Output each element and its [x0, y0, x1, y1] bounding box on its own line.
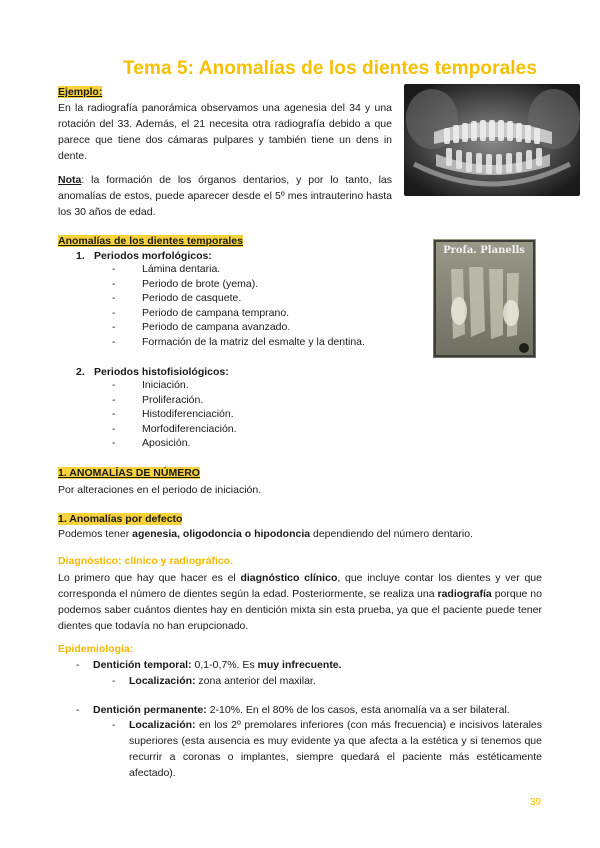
diagnostico-bold-1: diagnóstico clínico [240, 572, 338, 584]
list-item: - Histodiferenciación. [112, 408, 234, 421]
diagnostico-text-1: Lo primero que hay que hacer es el [58, 572, 241, 584]
nota-label: Nota [58, 174, 82, 186]
list-item-text: Iniciación. [142, 379, 189, 391]
periapical-radiograph-image [433, 239, 536, 358]
ejemplo-label: Ejemplo: [58, 86, 103, 98]
list-item-text: Histodiferenciación. [142, 408, 234, 421]
defecto-paragraph [58, 526, 473, 542]
periodos-morfologicos-label: Periodos morfológicos: [94, 250, 212, 262]
denticion-temporal-line: - Dentición temporal: 0,1-0,7%. Es muy infrecuente. [76, 659, 342, 671]
page-title: Tema 5: Anomalías de los dientes temporales [123, 58, 537, 79]
periodos-morfologicos-list [112, 262, 365, 350]
periodos-histofisiologicos-label: Periodos histofisiológicos: [94, 366, 229, 378]
denticion-temporal-bold: muy infrecuente. [257, 659, 342, 671]
list-item-text: Formación de la matriz del esmalte y la dentina. [142, 335, 365, 348]
diagnostico-text-2: , que incluye contar los dientes y ver que corresponda el número de dientes según la edad. Posteriormente, se realiza una [58, 572, 542, 600]
defecto-text-2: dependiendo del número dentario. [310, 528, 473, 540]
nota-text: : la formación de los órganos dentarios, y por lo tanto, las anomalías de estos, puede aparecer desde el 5º mes intrauterino hasta los 30 años de edad. [58, 174, 392, 218]
defecto-heading [58, 511, 182, 527]
list-item: - Morfodiferenciación. [112, 422, 237, 435]
denticion-temporal-localizacion: - Localización: zona anterior del maxilar. [112, 675, 316, 687]
localizacion-text: en los 2º premolares inferiores (con más frecuencia) e incisivos laterales superiores (esta ausencia es muy evidente ya que afecta a la estética y si tenemos que recurrir a coronas o implantes, siempre quedará el paciente más estéticamente afectado). [129, 719, 542, 779]
denticion-temporal-text: 0,1-0,7%. Es [191, 659, 258, 671]
anomalias-heading-label: Anomalías de los dientes temporales [58, 235, 243, 247]
list-item: - Formación de la matriz del esmalte y la dentina. [112, 335, 365, 348]
defecto-heading-label: 1. Anomalías por defecto [58, 513, 183, 525]
diagnostico-text-3: porque no podemos saber cuántos dientes hay en dentición mixta sin esta prueba, ya que el paciente puede tener dientes que todavía no han erupcionado. [58, 588, 542, 632]
panoramic-radiograph-drawing [404, 84, 580, 196]
defecto-bold: agenesia, oligodoncia o hipodoncia [132, 528, 311, 540]
periodos-morfologicos-number: 1. [76, 250, 85, 262]
diagnostico-heading: Diagnóstico: clínico y radiográfico. [58, 555, 234, 567]
list-item-text: Periodo de campana avanzado. [142, 321, 291, 334]
denticion-temporal-label: Dentición temporal: [93, 659, 192, 671]
numero-heading-label: 1. ANOMALÍAS DE NÚMERO [58, 467, 200, 479]
localizacion-text: zona anterior del maxilar. [195, 675, 316, 687]
numero-heading [58, 465, 200, 481]
numero-paragraph: Por alteraciones en el periodo de iniciación. [58, 484, 262, 496]
denticion-permanente-text: 2-10%. En el 80% de los casos, esta anomalía va a ser bilateral. [206, 704, 510, 716]
list-item-text: Periodo de brote (yema). [142, 277, 259, 290]
panoramic-radiograph-image [404, 84, 580, 196]
list-item: - Iniciación. [112, 379, 189, 391]
page-number: 39 [530, 797, 542, 808]
list-item: - Periodo de campana temprano. [112, 306, 290, 319]
anomalias-heading [58, 233, 243, 249]
ejemplo-paragraph: En la radiografía panorámica observamos una agenesia del 34 y una rotación del 33. Además, el 21 necesita otra radiografía debido a que parece que tiene dos cámaras pulpares y también tiene un dens in dente. [58, 102, 392, 162]
list-item-text: Lámina dentaria. [142, 263, 221, 275]
list-item: - Periodo de casquete. [112, 292, 242, 305]
periodos-histofisiologicos-list [112, 378, 237, 451]
list-item-text: Morfodiferenciación. [142, 422, 237, 435]
diagnostico-paragraph [58, 570, 542, 634]
list-item-text: Aposición. [142, 437, 191, 450]
localizacion-paragraph [129, 717, 542, 781]
bullet-dash: - [112, 719, 116, 731]
radiograph-caption: Profa. Planells [443, 245, 525, 256]
list-item-text: Periodo de campana temprano. [142, 306, 290, 319]
list-item-text: Periodo de casquete. [142, 292, 242, 305]
defecto-text-1: Podemos tener [58, 528, 133, 540]
list-item: - Aposición. [112, 437, 191, 450]
denticion-permanente-label: Dentición permanente: [93, 704, 207, 716]
list-item: - Lámina dentaria. [112, 263, 221, 275]
epidemiologia-heading: Epidemiología: [58, 643, 134, 655]
list-item: - Periodo de campana avanzado. [112, 321, 291, 334]
ejemplo-heading [58, 84, 102, 100]
list-item: - Proliferación. [112, 393, 204, 406]
denticion-permanente-localizacion [112, 717, 542, 781]
diagnostico-bold-2: radiografía [437, 588, 492, 600]
denticion-permanente-line: - Dentición permanente: 2-10%. En el 80% de los casos, esta anomalía va a ser bilateral. [76, 704, 510, 716]
localizacion-label: Localización: [129, 675, 196, 687]
list-item-text: Proliferación. [142, 393, 204, 406]
nota-paragraph [58, 172, 392, 220]
periapical-radiograph-drawing [433, 239, 536, 358]
periodos-histofisiologicos-number: 2. [76, 366, 85, 378]
localizacion-label: Localización: [129, 719, 196, 731]
list-item: - Periodo de brote (yema). [112, 277, 259, 290]
